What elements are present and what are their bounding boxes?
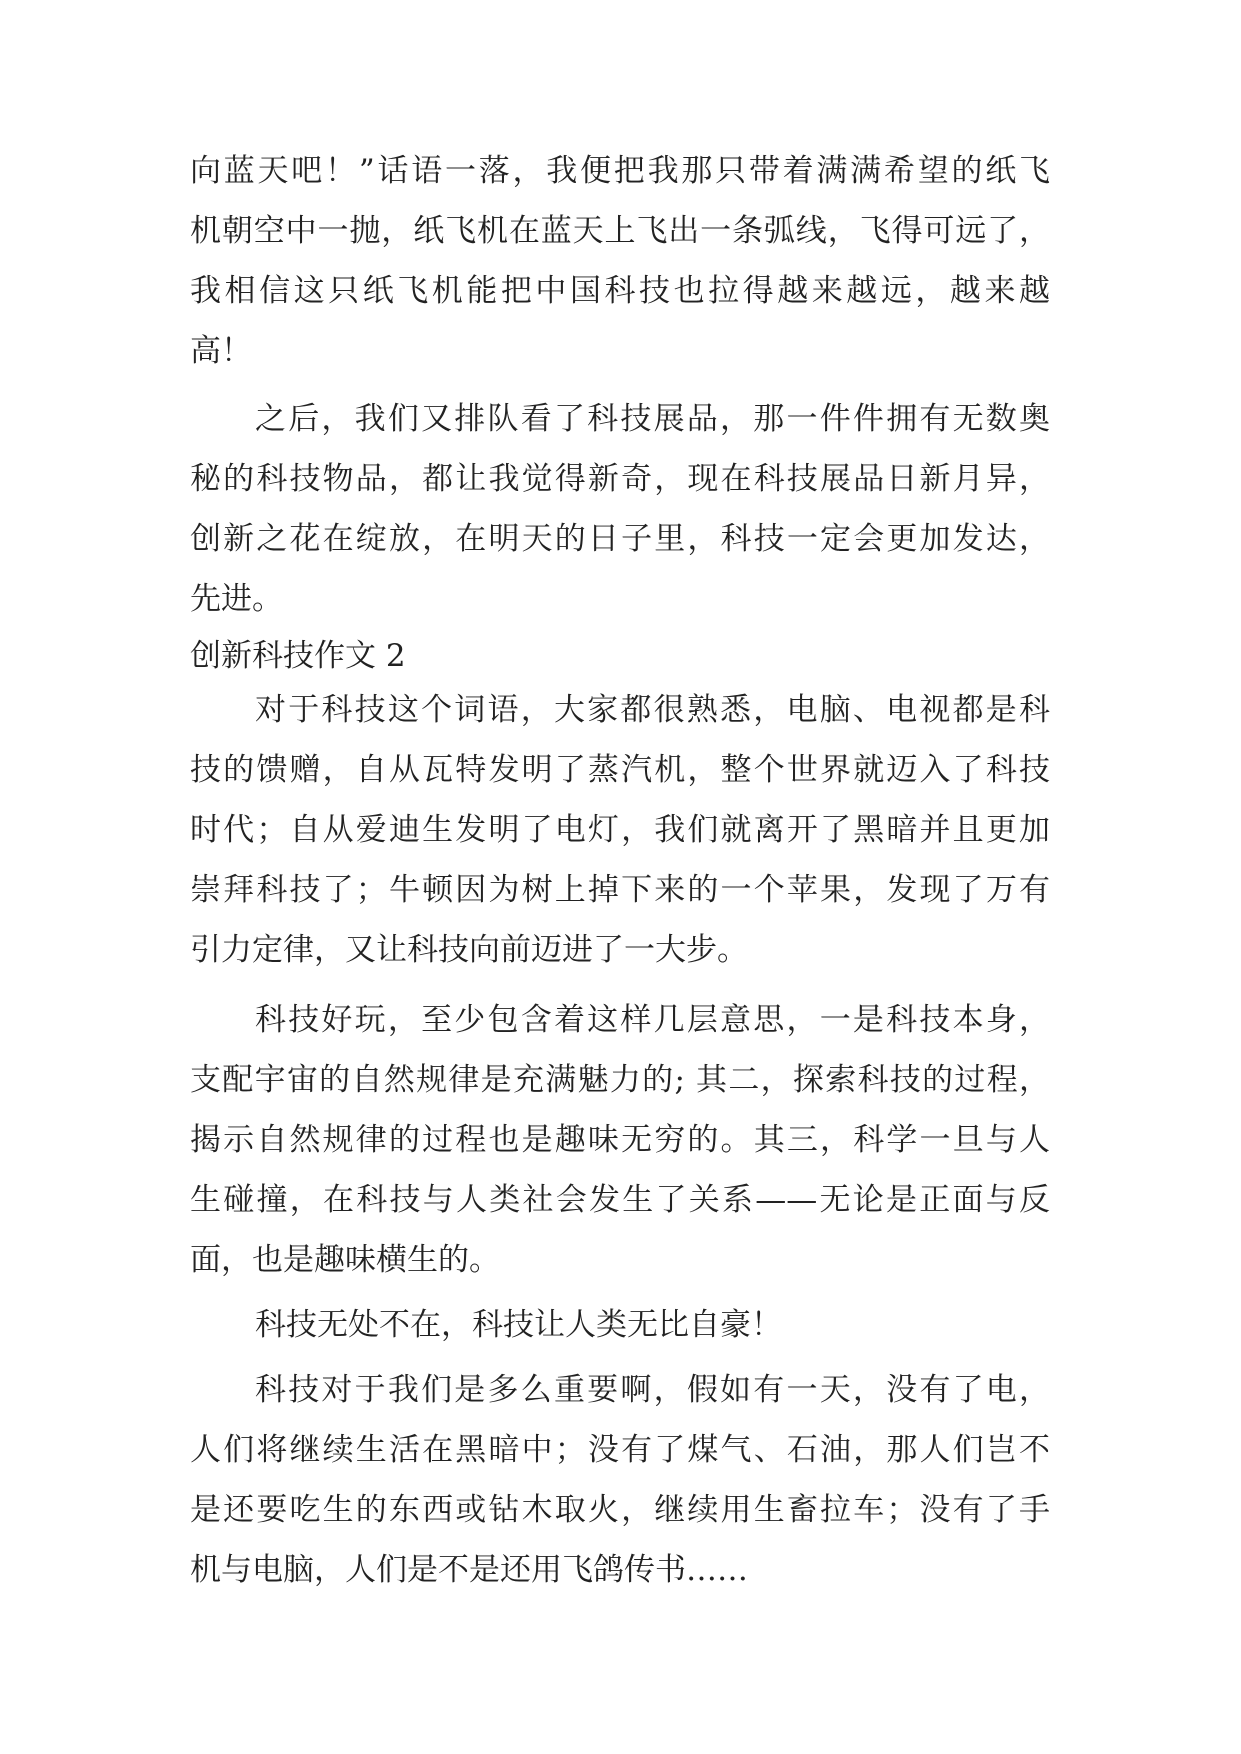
text-line: 科技对于我们是多么重要啊，假如有一天，没有了电， — [255, 1372, 1050, 1408]
text-line: 对于科技这个词语，大家都很熟悉，电脑、电视都是科 — [255, 692, 1050, 728]
text-line: 高！ — [190, 333, 252, 369]
text-line: 创新之花在绽放，在明天的日子里，科技一定会更加发达， — [190, 521, 1050, 557]
text-line: 之后，我们又排队看了科技展品，那一件件拥有无数奥 — [255, 401, 1050, 437]
text-line: 机与电脑，人们是不是还用飞鸽传书…… — [190, 1552, 748, 1588]
text-line: 面，也是趣味横生的。 — [190, 1242, 500, 1278]
text-line: 揭示自然规律的过程也是趣味无穷的。其三，科学一旦与人 — [190, 1122, 1050, 1158]
text-line: 生碰撞，在科技与人类社会发生了关系——无论是正面与反 — [190, 1182, 1050, 1218]
section-heading: 创新科技作文 2 — [190, 638, 406, 674]
text-line: 科技无处不在，科技让人类无比自豪！ — [255, 1307, 782, 1343]
text-line: 引力定律，又让科技向前迈进了一大步。 — [190, 932, 748, 968]
text-line: 向蓝天吧！”话语一落，我便把我那只带着满满希望的纸飞 — [190, 153, 1050, 189]
text-line: 先进。 — [190, 581, 283, 617]
text-line: 时代；自从爱迪生发明了电灯，我们就离开了黑暗并且更加 — [190, 812, 1050, 848]
text-line: 支配宇宙的自然规律是充满魅力的; 其二，探索科技的过程， — [190, 1062, 1050, 1098]
text-line: 崇拜科技了；牛顿因为树上掉下来的一个苹果，发现了万有 — [190, 872, 1050, 908]
text-line: 科技好玩，至少包含着这样几层意思，一是科技本身， — [255, 1002, 1050, 1038]
text-line: 人们将继续生活在黑暗中；没有了煤气、石油，那人们岂不 — [190, 1432, 1050, 1468]
text-line: 技的馈赠，自从瓦特发明了蒸汽机，整个世界就迈入了科技 — [190, 752, 1050, 788]
text-line: 机朝空中一抛，纸飞机在蓝天上飞出一条弧线，飞得可远了， — [190, 213, 1050, 249]
text-line: 我相信这只纸飞机能把中国科技也拉得越来越远，越来越 — [190, 273, 1050, 309]
text-line: 秘的科技物品，都让我觉得新奇，现在科技展品日新月异， — [190, 461, 1050, 497]
text-line: 是还要吃生的东西或钻木取火，继续用生畜拉车；没有了手 — [190, 1492, 1050, 1528]
